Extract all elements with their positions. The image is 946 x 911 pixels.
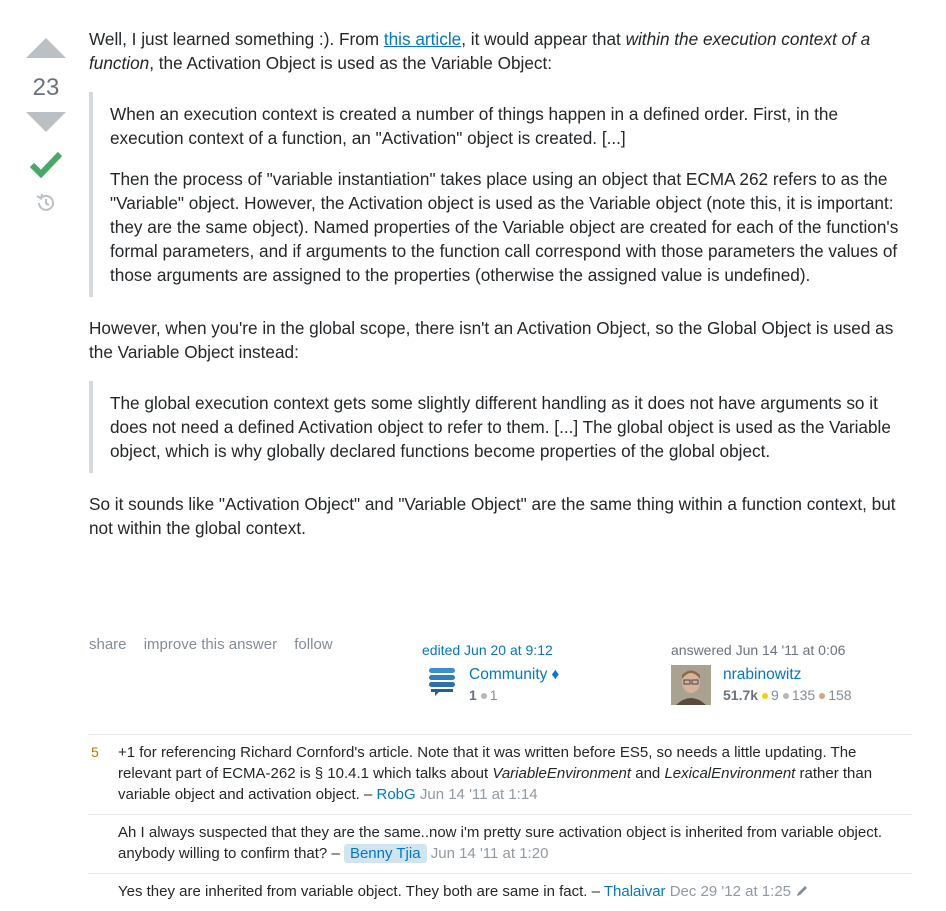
quote-activation (89, 92, 911, 297)
editor-badge-count: 1 (489, 687, 498, 703)
owner-reputation: 51.7k (723, 687, 759, 703)
post-menu (89, 636, 346, 653)
comment-date[interactable]: Dec 29 '12 at 1:25 (669, 883, 792, 900)
comments-list (89, 734, 911, 911)
comment-score (89, 881, 118, 902)
comment-body: +1 for referencing Richard Cornford's article. Note that it was written before ES5, so needs a little updating. The relevant part of ECMA-262 is § 10.4.1 which talks about VariableEnvironment and LexicalEnvironment rather than variable object and activation object. – RobG Jun 14 '11 at 1:14 (118, 744, 873, 803)
quote-paragraph: Then the process of "variable instantiation" takes place using an object that ECMA 262 refers to as the "Variable" object. However, the Activation object is used as the Variable object (note this, it is important: they are the same object). Named properties of the Variable object are created for each of the function's formal parameters, and if arguments to the function call correspond with those parameters the values of those arguments are assigned to the properties (otherwise the assigned value is undefined). (110, 169, 899, 285)
comment-user-link[interactable]: Benny Tjia (344, 844, 427, 863)
quote-paragraph: When an execution context is created a number of things happen in a defined order. First, in the execution context of a function, an "Activation" object is created. [...] (110, 104, 839, 148)
comment-date[interactable]: Jun 14 '11 at 1:14 (419, 786, 538, 803)
upvote-arrow-icon[interactable] (26, 38, 66, 58)
comment-body: Yes they are inherited from variable object. They both are same in fact. – Thalaivar Dec 29 '12 at 1:25 (118, 881, 908, 902)
bronze-badge-icon (819, 693, 825, 699)
follow-link[interactable]: follow (294, 636, 333, 653)
share-link[interactable]: share (89, 636, 127, 653)
comment-score (89, 822, 118, 864)
history-icon[interactable] (35, 192, 57, 214)
comment (89, 874, 911, 911)
editor-name[interactable]: Community (469, 666, 548, 683)
vote-count: 23 (32, 74, 60, 101)
quote-paragraph: The global execution context gets some slightly different handling as it does not have arguments so it does not need a defined Activation object to refer to them. [...] The global object is used as the Variable object, which is why globally declared functions become properties of the global object. (110, 393, 891, 461)
comment-date[interactable]: Jun 14 '11 at 1:20 (430, 845, 549, 862)
quote-global (89, 381, 911, 473)
comment-body: Ah I always suspected that they are the same..now i'm pretty sure activation object is inherited from variable object. anybody willing to confirm that? – Benny Tjia Jun 14 '11 at 1:20 (118, 824, 883, 862)
avatar[interactable] (671, 665, 711, 705)
silver-badge-count: 135 (791, 687, 816, 703)
editor-reputation: 1 (469, 687, 477, 703)
pencil-icon (795, 884, 809, 898)
improve-answer-link[interactable]: improve this answer (143, 636, 278, 653)
conclusion-paragraph: So it sounds like "Activation Object" and "Variable Object" are the same thing within a function context, but not within the global context. (89, 494, 896, 538)
gold-badge-icon (762, 693, 768, 699)
owner-name[interactable]: nrabinowitz (723, 666, 802, 683)
gold-badge-count: 9 (771, 687, 779, 703)
accepted-check-icon (29, 150, 63, 178)
intro-paragraph: Well, I just learned something :). From this article, it would appear that within the execution context of a function, the Activation Object is used as the Variable Object: (89, 29, 871, 73)
vote-column (22, 38, 70, 214)
moderator-diamond-icon: ♦ (551, 666, 560, 683)
bronze-badge-icon (481, 693, 487, 699)
edited-time-link[interactable]: edited Jun 20 at 9:12 (422, 642, 553, 658)
comment-score: 5 (91, 744, 99, 760)
owner-signature (671, 641, 911, 705)
comment (89, 815, 911, 874)
downvote-arrow-icon[interactable] (26, 112, 66, 132)
community-logo-icon (427, 665, 457, 699)
comment (89, 735, 911, 815)
answered-time: answered Jun 14 '11 at 0:06 (671, 642, 846, 658)
editor-signature (422, 641, 652, 703)
silver-badge-icon (783, 693, 789, 699)
answer-body (89, 27, 911, 557)
comment-user-link[interactable]: RobG (376, 786, 416, 803)
bronze-badge-count: 158 (828, 687, 852, 703)
article-link[interactable]: this article (383, 29, 462, 49)
middle-paragraph: However, when you're in the global scope, there isn't an Activation Object, so the Global Object is used as the Variable Object instead: (89, 318, 894, 362)
comment-user-link[interactable]: Thalaivar (603, 883, 666, 900)
